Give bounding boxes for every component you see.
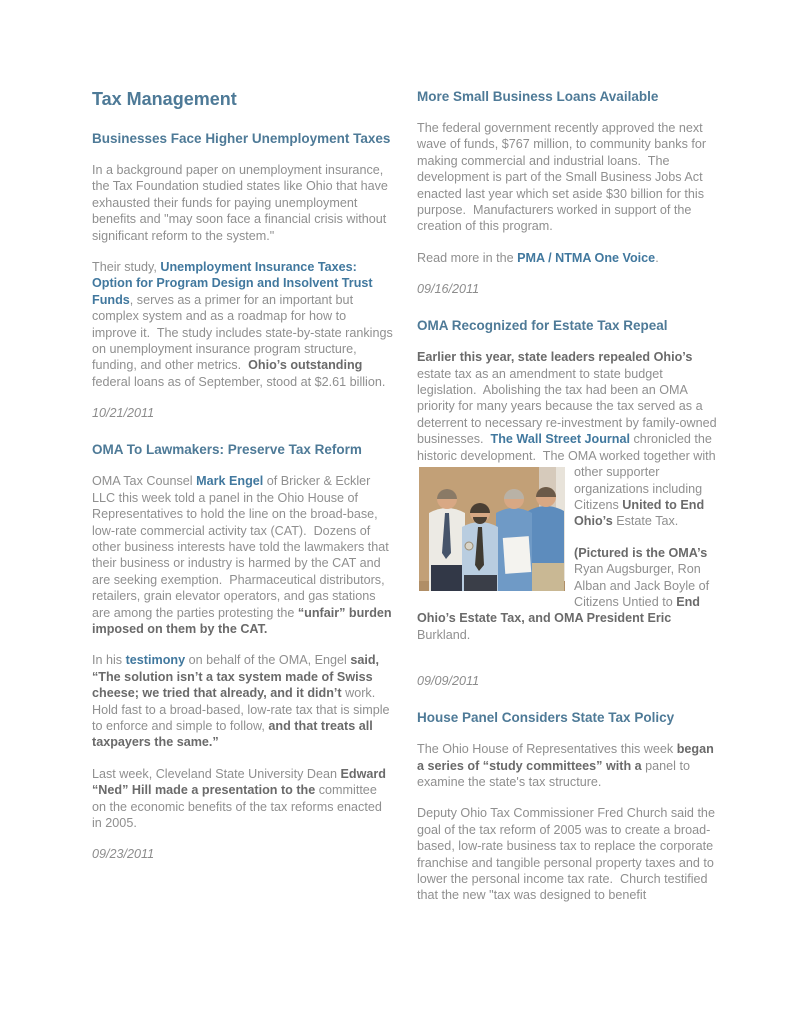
text-run: Last week, Cleveland State University Dean [92,766,341,781]
text-run: Their study, [92,260,161,275]
photo-text-wrap [417,464,724,658]
text-run: estate tax as an amendment to state budget legislation. Abolishing the tax had been an OMA priority for many years because the tax served as a deterrent to necessary re-investment by family-owned businesses. [417,350,721,447]
left-column [92,88,397,919]
article-heading: OMA Recognized for Estate Tax Repeal [417,318,668,334]
right-column [417,88,724,919]
bold-text: “unfair” burden imposed on them by the CAT. [92,605,396,636]
date-stamp: 09/16/2011 [417,282,480,297]
text-run: federal loans as of September, stood at $2.61 billion. [92,358,386,389]
text-run: Read more in the [417,250,518,265]
text-run: on behalf of the OMA, Engel [185,653,351,668]
text-run: The federal government recently approved the next wave of funds, $767 million, to community banks for making commercial and industrial loans. The development is part of the Small Business Jobs Act enacted last year which set aside $30 billion for this purpose. Manufacturers worked in support of the creation of this program. [417,121,710,234]
inline-link[interactable]: Unemployment Insurance Taxes: Option for Program Design and Insolvent Trust Funds [92,260,377,307]
text-run: In a background paper on unemployment insurance, the Tax Foundation studied states like Ohio that have exhausted their funds for paying unemployment benefits and "may soon face a financial crisis without significant reform to the system." [92,163,392,243]
bold-text: Edward “Ned” Hill made a presentation to the [92,766,390,798]
group-photo [419,467,565,591]
bold-text: Earlier this year, state leaders repealed Ohio’s [417,350,693,365]
inline-link[interactable]: The Wall Street Journal [490,432,631,447]
bold-text: began a series of “study committees” with a [417,742,718,773]
article-heading: OMA To Lawmakers: Preserve Tax Reform [92,442,362,458]
date-stamp: 09/09/2011 [417,674,480,689]
text-run: of Bricker & Eckler LLC this week told a panel in the Ohio House of Representatives to hold the line on the broad-base, low-rate commercial activity tax (CAT). Dozens of other business interests have told the lawmakers that their business or industry is harmed by the CAT and are seeking exemption. Pharmaceutical distributors, retailers, grain elevator operators, and gas stations are among the parties protesting the [92,474,393,620]
text-run: . [655,250,659,265]
paragraph [92,473,394,637]
paragraph [92,652,394,750]
text-run: committee on the economic benefits of the tax reforms enacted in 2005. [92,783,386,830]
text-run: Estate Tax. [612,514,679,529]
paragraph [92,259,397,390]
paragraph [417,805,724,903]
text-run: The Ohio House of Representatives this week [417,742,677,757]
paragraph [92,766,394,832]
paragraph [417,349,724,464]
bold-text: United to End Ohio’s [574,497,708,529]
article-heading: More Small Business Loans Available [417,89,659,104]
paragraph [417,250,724,266]
text-run: Burkland. [417,611,675,642]
text-run: other supporter organizations including Citizens [574,465,706,512]
bold-text: said, “The solution isn’t a tax system made of Swiss cheese; we tried that already, and it didn’t [92,653,383,701]
bold-text: and that treats all taxpayers the same.” [92,718,377,750]
paragraph [417,741,724,790]
article-heading: House Panel Considers State Tax Policy [417,710,675,726]
page-title: Tax Management [92,89,237,109]
text-run: In his [92,653,126,668]
bold-text: Ohio’s outstanding [248,358,363,373]
text-run: work. Hold fast to a broad-based, low-rate tax that is simple to enforce and simple to follow, [92,686,393,733]
text-run: Deputy Ohio Tax Commissioner Fred Church said the goal of the tax reform of 2005 was to create a broad-based, low-rate business tax to replace the corporate franchise and tangible personal property taxes and to lower the personal income tax rate. Church testified that the new "tax was designed to benefit [417,806,719,903]
date-stamp: 09/23/2011 [92,847,155,862]
paragraph [417,120,724,235]
text-run: chronicled the historic development. The OMA worked together with [417,432,716,463]
bold-text: (Pictured is the OMA’s [574,545,708,560]
date-stamp: 10/21/2011 [92,406,155,421]
inline-link[interactable]: PMA / NTMA One Voice [517,250,656,265]
bold-text: End Ohio’s Estate Tax, and OMA President Eric [417,594,704,626]
inline-link[interactable]: Mark Engel [196,474,264,489]
text-run: , serves as a primer for an important but complex system and as a roadmap for how to improve it. The study includes state-by-state rankings on unemployment insurance program structure, funding, and other metrics. [92,292,397,373]
text-run: OMA Tax Counsel [92,474,197,489]
text-run: Ryan Augsburger, Ron Alban and Jack Boyle of Citizens Untied to [574,545,713,609]
article-heading: Businesses Face Higher Unemployment Taxes [92,131,391,146]
paragraph [92,162,394,244]
inline-link[interactable]: testimony [125,653,186,668]
text-run: panel to examine the state's tax structure. [417,758,694,789]
